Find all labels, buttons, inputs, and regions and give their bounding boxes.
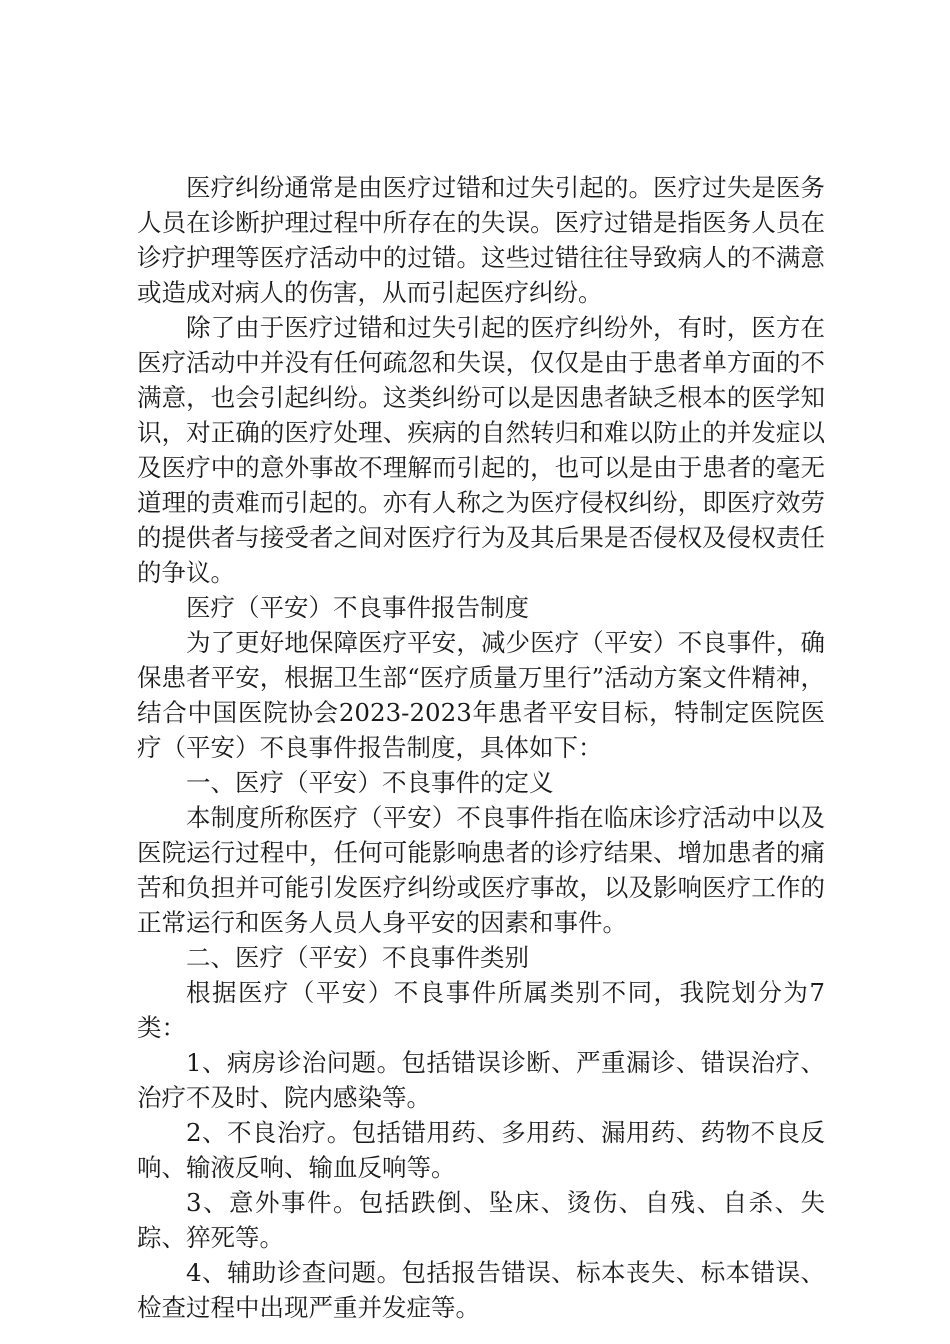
heading-definition: 一、医疗（平安）不良事件的定义 [186,768,554,797]
list-item-accidents: 3、意外事件。包括跌倒、坠床、烫伤、自残、自杀、失踪、猝死等。 [137,1188,825,1252]
section-title-reporting-system: 医疗（平安）不良事件报告制度 [186,593,529,622]
paragraph-non-fault-disputes: 除了由于医疗过错和过失引起的医疗纠纷外，有时，医方在医疗活动中并没有任何疏忽和失误，仅仅是由于患者单方面的不满意，也会引起纠纷。这类纠纷可以是因患者缺乏根本的医学知识，对正确的医疗处理、疾病的自然转归和难以防止的并发症以及医疗中的意外事故不理解而引起的，也可以是由于患者的毫无道理的责难而引起的。亦有人称之为医疗侵权纠纷，即医疗效劳的提供者与接受者之间对医疗行为及其后果是否侵权及侵权责任的争议。 [137,313,825,587]
paragraph-definition: 本制度所称医疗（平安）不良事件指在临床诊疗活动中以及医院运行过程中，任何可能影响患者的诊疗结果、增加患者的痛苦和负担并可能引发医疗纠纷或医疗事故，以及影响医疗工作的正常运行和医务人员人身平安的因素和事件。 [137,803,825,937]
heading-categories: 二、医疗（平安）不良事件类别 [186,943,529,972]
list-item-auxiliary-exam: 4、辅助诊查问题。包括报告错误、标本丧失、标本错误、检查过程中出现严重并发症等。 [137,1258,825,1322]
document-body [137,170,825,1325]
paragraph-categories-intro: 根据医疗（平安）不良事件所属类别不同，我院划分为7类： [137,978,825,1042]
paragraph-system-purpose: 为了更好地保障医疗平安，减少医疗（平安）不良事件，确保患者平安，根据卫生部“医疗质量万里行”活动方案文件精神，结合中国医院协会2023-2023年患者平安目标，特制定医院医疗（平安）不良事件报告制度，具体如下： [137,628,825,762]
paragraph-medical-dispute-causes: 医疗纠纷通常是由医疗过错和过失引起的。医疗过失是医务人员在诊断护理过程中所存在的失误。医疗过错是指医务人员在诊疗护理等医疗活动中的过错。这些过错往往导致病人的不满意或造成对病人的伤害，从而引起医疗纠纷。 [137,173,825,307]
list-item-adverse-treatment: 2、不良治疗。包括错用药、多用药、漏用药、药物不良反响、输液反响、输血反响等。 [137,1118,825,1182]
list-item-ward-diagnosis: 1、病房诊治问题。包括错误诊断、严重漏诊、错误治疗、治疗不及时、院内感染等。 [137,1048,825,1112]
